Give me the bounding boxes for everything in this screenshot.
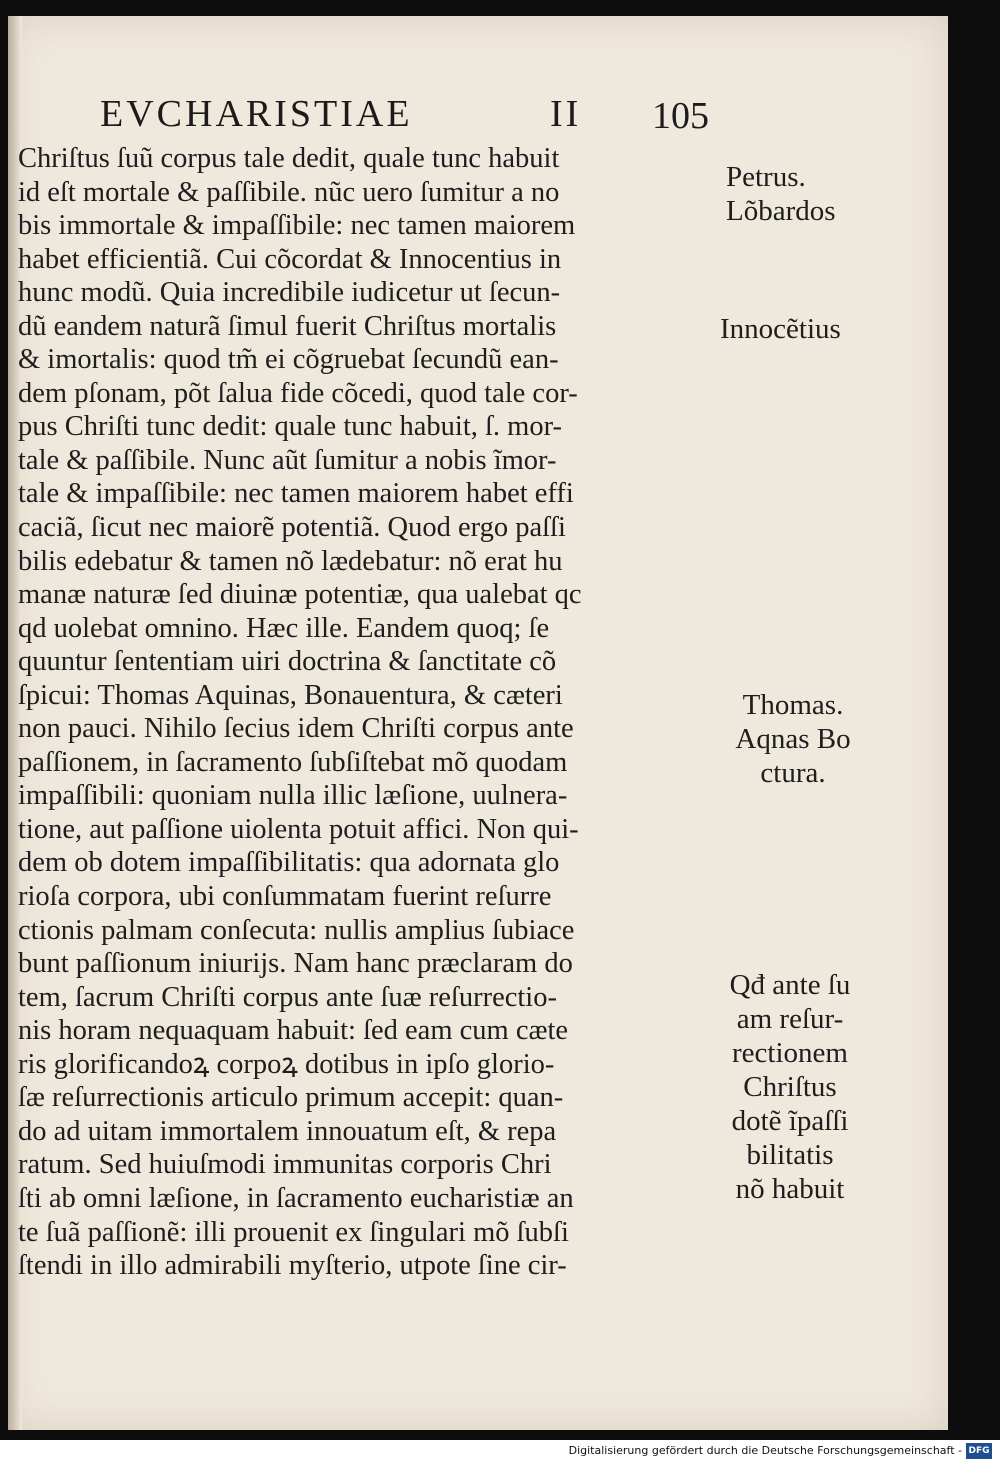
text-line: ctionis palmam conſecuta: nullis amplius ſubiace [18, 914, 575, 946]
text-line: ſpicui: Thomas Aquinas, Bonauentura, & cæteri [18, 679, 563, 711]
text-line: id eſt mortale & paſſibile. nũc uero ſumitur a no [18, 176, 560, 208]
margin-note-line: Petrus. [726, 161, 806, 193]
main-text-block [18, 142, 706, 1283]
text-line: rioſa corpora, ubi conſummatam fuerint reſurre [18, 881, 552, 913]
margin-note-innocentius [720, 312, 841, 346]
margin-note-line: Thomas. [742, 689, 844, 721]
running-head [100, 92, 710, 142]
margin-note-line: Innocẽtius [720, 313, 841, 345]
text-line: manæ naturæ ſed diuinæ potentiæ, qua ualebat qc [18, 579, 582, 611]
text-line: & imortalis: quod tm̃ ei cõgruebat ſecundũ ean- [18, 344, 559, 376]
text-line: Chriſtus ſuũ corpus tale dedit, quale tunc habuit [18, 143, 560, 174]
margin-note-petrus [726, 160, 836, 228]
text-line: tem, ſacrum Chriſti corpus ante ſuæ reſurrectio- [18, 981, 557, 1013]
text-line: ſtendi in illo admirabili myſterio, utpote ſine cir- [18, 1250, 567, 1282]
margin-note-line: ctura. [760, 757, 826, 789]
text-line: qd uolebat omnino. Hæc ille. Eandem quoq; ſe [18, 612, 550, 644]
text-line: tione, aut paſſione uiolenta potuit affici. Non qui- [18, 813, 579, 845]
margin-note-quod-ante [710, 968, 870, 1206]
margin-note-line: Chriſtus [743, 1071, 837, 1103]
text-line: pus Chriſti tunc dedit: quale tunc habuit, ſ. mor- [18, 411, 563, 443]
margin-note-line: bilitatis [746, 1139, 834, 1171]
margin-note-line: Qđ ante ſu [729, 969, 851, 1001]
dfg-logo: DFG [966, 1443, 992, 1459]
folio-number: 105 [652, 95, 709, 137]
margin-note-line: Lõbardos [726, 195, 836, 227]
footer-bar [0, 1440, 1000, 1464]
funding-credit: Digitalisierung gefördert durch die Deutsche Forschungsgemeinschaft - [568, 1444, 962, 1457]
margin-note-line: nõ habuit [735, 1173, 845, 1205]
margin-note-line: am reſur- [736, 1003, 844, 1035]
text-line: paſſionem, in ſacramento ſubſiſtebat mõ quodam [18, 746, 568, 778]
text-line: tale & paſſibile. Nunc aũt ſumitur a nobis ĩmor- [18, 444, 557, 476]
margin-note-line: Aqnas Bo [735, 723, 851, 755]
text-line: dem ob dotem impaſſibilitatis: qua adornata glo [18, 847, 560, 879]
text-line: dũ eandem naturã ſimul fuerit Chriſtus mortalis [18, 310, 557, 342]
text-line: do ad uitam immortalem innouatum eſt, & repa [18, 1115, 557, 1147]
text-line: ſæ reſurrectionis articulo primum accepit: quan- [18, 1082, 564, 1114]
text-line: ratum. Sed huiuſmodi immunitas corporis Chri [18, 1149, 552, 1181]
text-line: impaſſibili: quoniam nulla illic læſione, uulnera- [18, 780, 568, 812]
text-line: nis horam nequaquam habuit: ſed eam cum cæte [18, 1015, 569, 1047]
text-line: bilis edebatur & tamen nõ lædebatur: nõ erat hu [18, 545, 563, 577]
text-line: quuntur ſententiam uiri doctrina & ſanctitate cõ [18, 646, 557, 678]
text-line: bis immortale & impaſſibile: nec tamen maiorem [18, 210, 576, 242]
margin-note-line: rectionem [732, 1037, 848, 1069]
text-line: dem pſonam, põt ſalua fide cõcedi, quod tale cor- [18, 377, 578, 409]
text-line: tale & impaſſibile: nec tamen maiorem habet effi [18, 478, 574, 510]
text-line: bunt paſſionum iniurijs. Nam hanc præclaram do [18, 948, 573, 980]
text-line: habet efficientiã. Cui cõcordat & Innocentius in [18, 243, 562, 275]
text-line: caciã, ſicut nec maiorẽ potentiã. Quod ergo paſſi [18, 512, 566, 544]
margin-note-line: dotẽ ĩpaſſi [731, 1105, 849, 1137]
running-head-title: EVCHARISTIAE [100, 93, 413, 135]
text-line: te ſuã paſſionẽ: illi prouenit ex ſingulari mõ ſubſi [18, 1216, 569, 1248]
margin-note-thomas [718, 688, 868, 790]
text-line: non pauci. Nihilo ſecius idem Chriſti corpus ante [18, 713, 574, 745]
text-line: ſti ab omni læſione, in ſacramento eucharistiæ an [18, 1182, 574, 1214]
text-line: ris glorificandoꝝ corpoꝝ dotibus in ipſo glorio- [18, 1048, 555, 1080]
text-line: hunc modũ. Quia incredibile iudicetur ut ſecun- [18, 277, 561, 309]
signature-mark: II [550, 93, 582, 135]
